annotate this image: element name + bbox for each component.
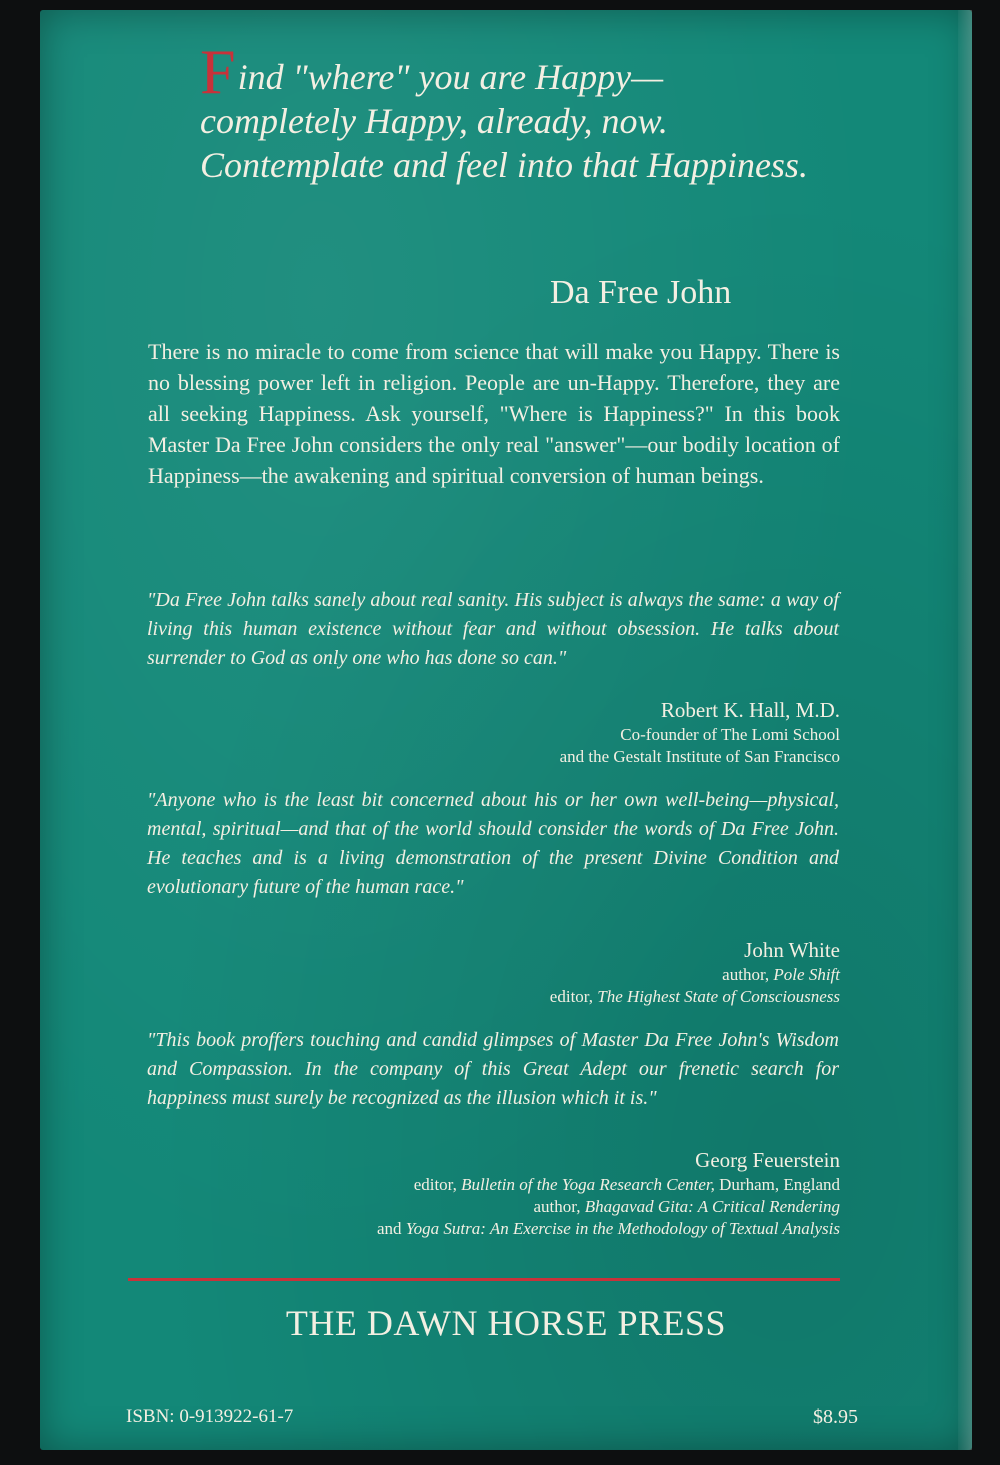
endorsement-attribution-1 — [560, 696, 840, 768]
credential-title: Bhagavad Gita: A Critical Rendering — [584, 1197, 840, 1216]
endorser-name: Georg Feuerstein — [695, 1148, 840, 1172]
endorser-credential — [377, 1196, 840, 1218]
endorser-credential — [377, 1174, 840, 1196]
endorsement-attribution-2 — [550, 936, 840, 1008]
credential-role: editor, — [413, 1175, 462, 1194]
red-divider — [128, 1278, 840, 1281]
endorsement-quote-1: "Da Free John talks sanely about real sanity. His subject is always the same: a way of living this human existence without fear and without obsession. He talks about surrender to God as only one who has done so can." — [147, 589, 839, 669]
endorser-credential: Co-founder of The Lomi School — [620, 725, 840, 744]
credential-location: Durham, England — [714, 1175, 840, 1194]
endorser-name: Robert K. Hall, M.D. — [660, 698, 840, 722]
headline-author: Da Free John — [550, 274, 732, 311]
endorser-credential: and the Gestalt Institute of San Francisco — [559, 747, 840, 766]
endorsement-attribution-3 — [377, 1146, 840, 1240]
credential-role: editor, — [549, 987, 598, 1006]
headline-dropcap: F — [200, 36, 236, 107]
credential-title: Yoga Sutra: An Exercise in the Methodology of Textual Analysis — [405, 1219, 840, 1238]
endorser-name: John White — [744, 938, 840, 962]
credential-title: Pole Shift — [773, 965, 840, 984]
endorser-credential — [550, 986, 840, 1008]
credential-role: author, — [722, 965, 774, 984]
endorser-credential — [550, 964, 840, 986]
isbn: ISBN: 0-913922-61-7 — [126, 1406, 294, 1427]
cover-edge — [958, 10, 972, 1450]
credential-role: author, — [533, 1197, 585, 1216]
endorsement-quote-2: "Anyone who is the least bit concerned about his or her own well-being—physical, mental, spiritual—and that of the world should consider the words of Da Free John. He teaches and is a living demonstration of the present Divine Condition and evolutionary future of the human race." — [147, 789, 839, 898]
credential-title: Bulletin of the Yoga Research Center, — [461, 1175, 715, 1194]
publisher-name: THE DAWN HORSE PRESS — [285, 1303, 727, 1343]
endorsement-quote-3: "This book proffers touching and candid glimpses of Master Da Free John's Wisdom and Compassion. In the company of this Great Adept our frenetic search for happiness must surely be recognized as the illusion which it is." — [147, 1029, 839, 1109]
endorser-credential — [377, 1218, 840, 1240]
credential-title: The Highest State of Consciousness — [597, 987, 840, 1006]
price: $8.95 — [813, 1406, 858, 1428]
book-back-cover — [40, 10, 972, 1450]
description-paragraph: There is no miracle to come from science that will make you Happy. There is no blessing power left in religion. People are un-Happy. Therefore, they are all seeking Happiness. Ask yourself, "Where is Happiness?" In this book Master Da Free John considers the only real "answer"—our bodily location of Happiness—the awakening and spiritual conversion of human beings. — [148, 339, 840, 488]
headline-quote — [200, 36, 820, 187]
headline-text: ind "where" you are Happy— completely Happy, already, now. Contemplate and feel into that Happiness. — [200, 57, 808, 185]
credential-role: and — [376, 1219, 406, 1238]
